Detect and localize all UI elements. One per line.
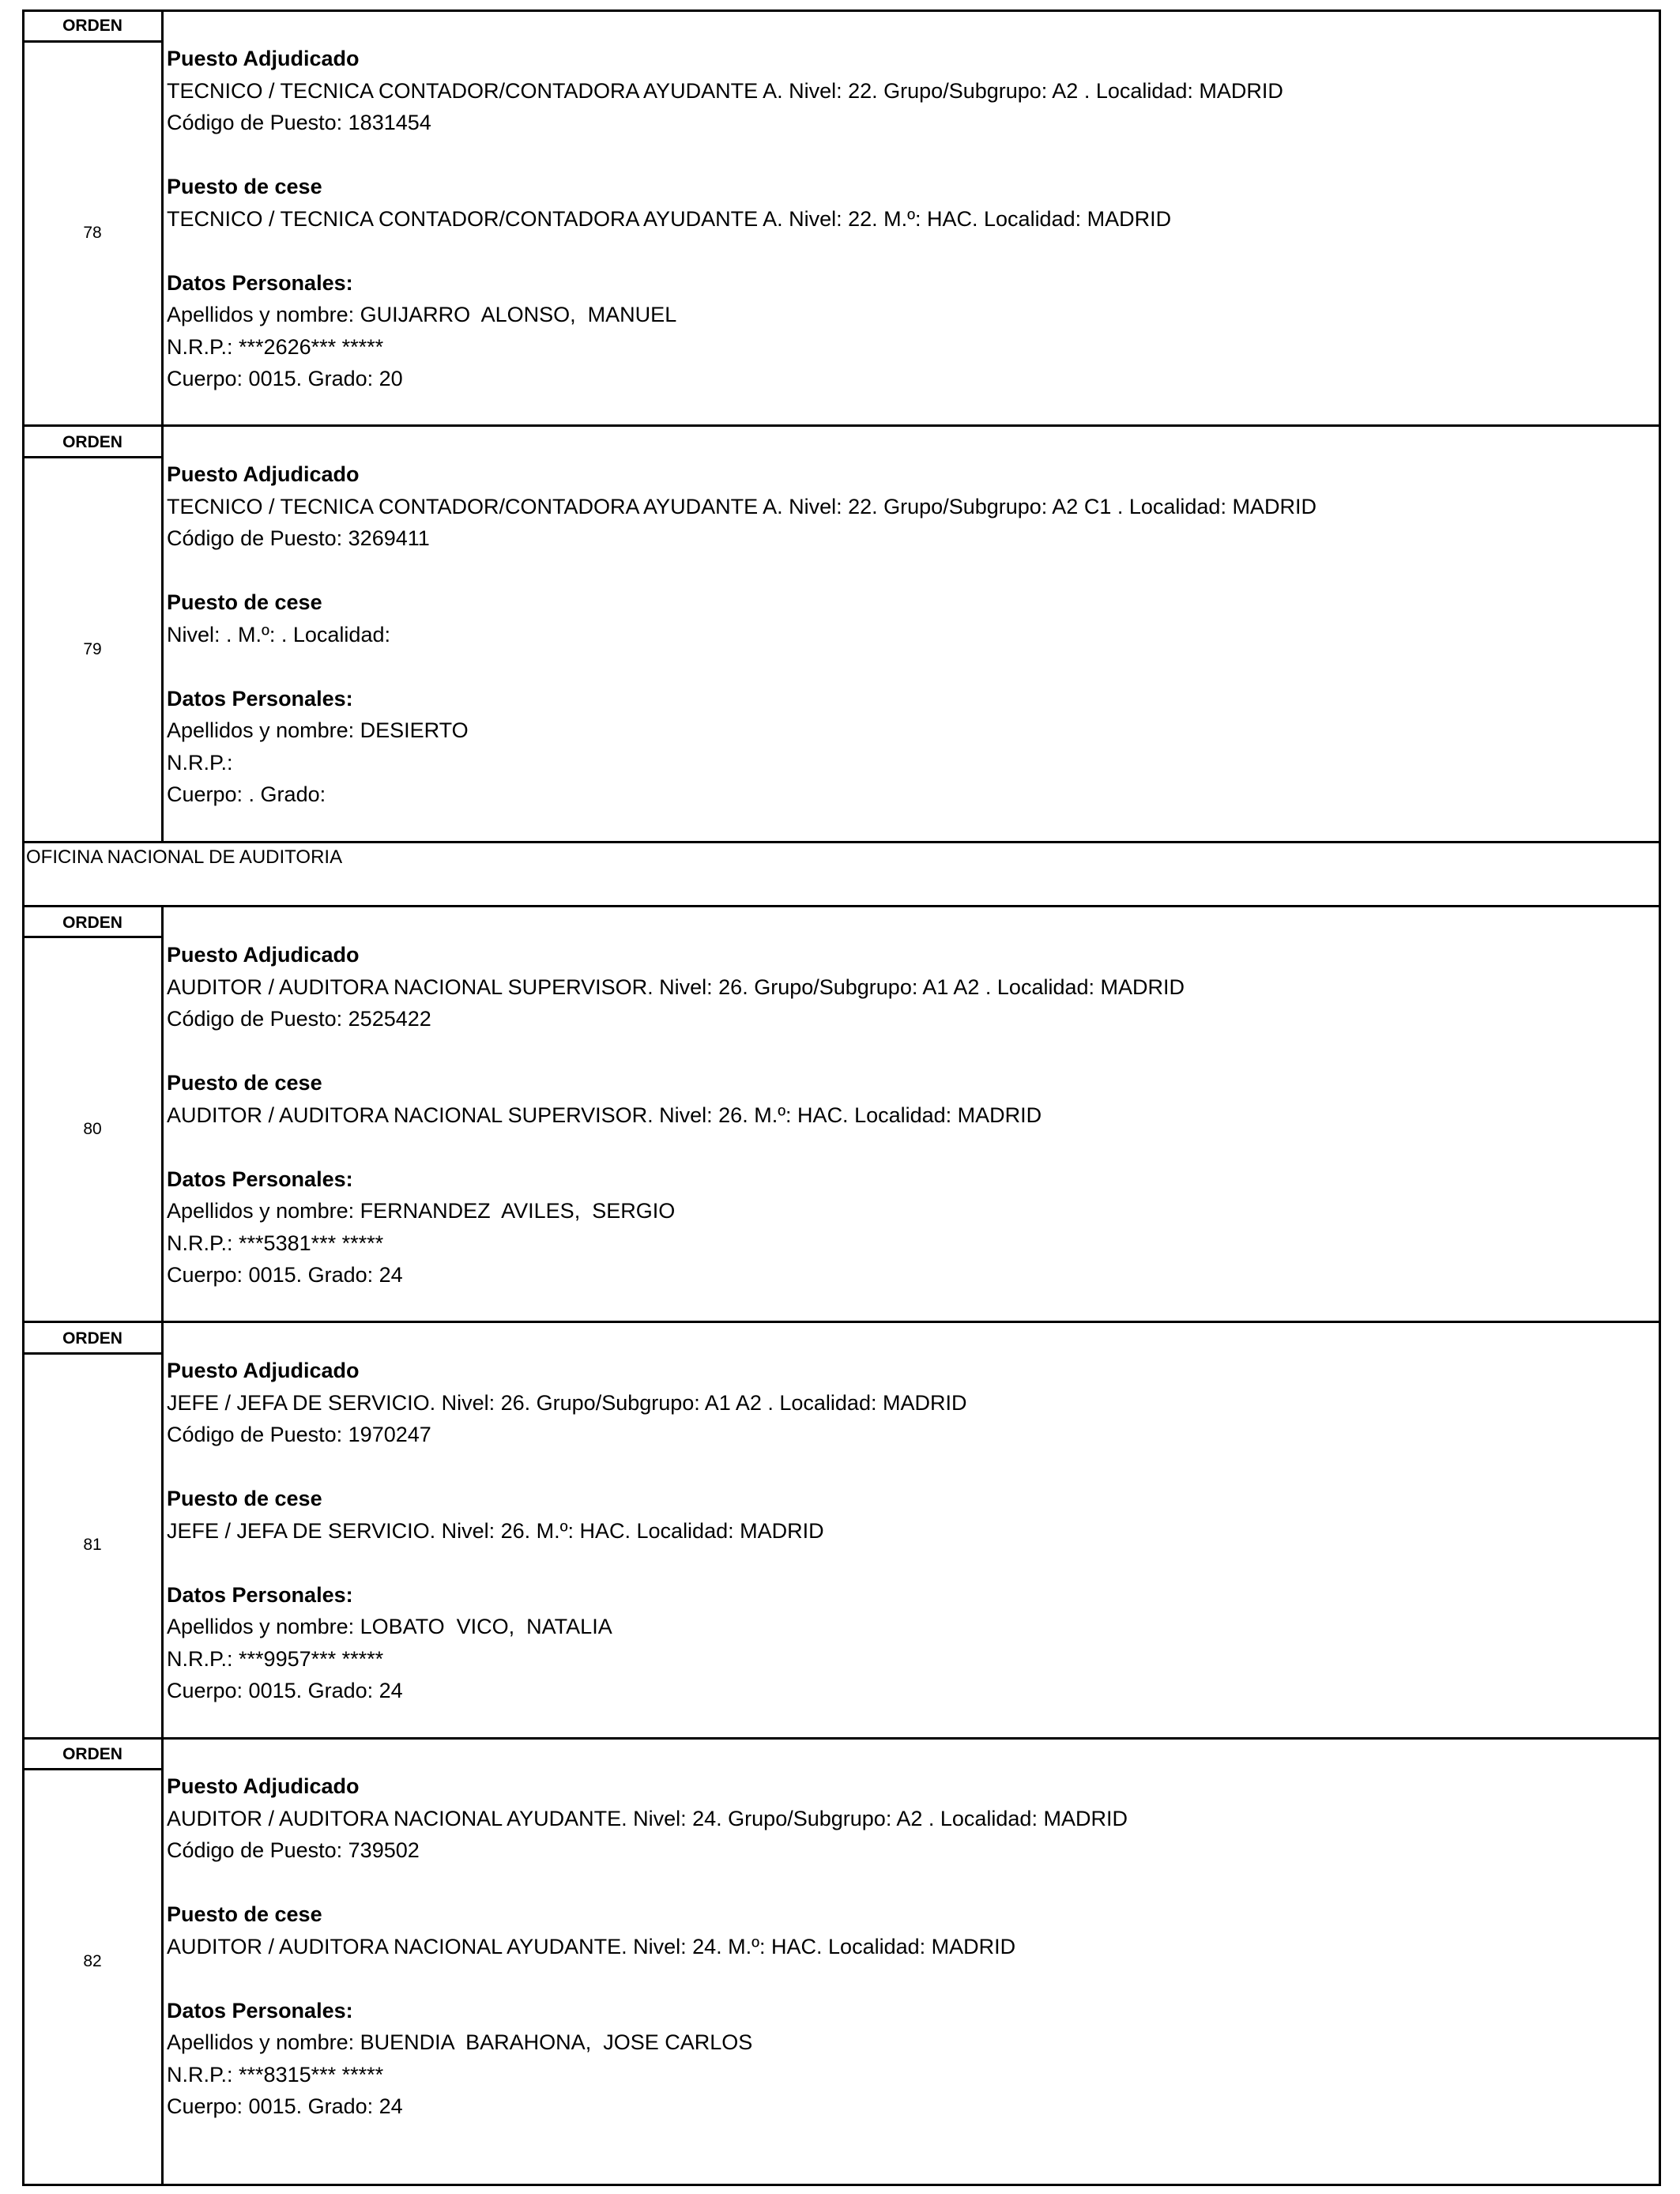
column-divider [161,9,164,426]
orden-underline [22,456,163,458]
puesto-cese-heading: Puesto de cese [167,1071,322,1095]
nrp: N.R.P.: ***8315*** ***** [167,2062,384,2087]
spacer [167,1867,1644,1899]
nrp: N.R.P.: ***2626*** ***** [167,334,384,359]
puesto-adjudicado-text: TECNICO / TECNICA CONTADOR/CONTADORA AYUDANTE A. Nivel: 22. Grupo/Subgrupo: A2 . Localidad: MADRID [167,78,1283,103]
orden-number: 82 [83,1952,102,1970]
column-divider [161,424,164,843]
orden-header: ORDEN [62,433,122,451]
orden-number: 81 [83,1536,102,1554]
apellidos-nombre: Apellidos y nombre: LOBATO VICO, NATALIA [167,1615,612,1638]
row-divider [22,841,1661,843]
orden-header: ORDEN [62,17,122,35]
orden-underline [22,936,163,938]
codigo-puesto: Código de Puesto: 739502 [167,1838,420,1862]
orden-underline [22,1352,163,1355]
spacer [167,1547,1644,1579]
cuerpo-grado: Cuerpo: 0015. Grado: 24 [167,1263,403,1287]
puesto-adjudicado-text: TECNICO / TECNICA CONTADOR/CONTADORA AYUDANTE A. Nivel: 22. Grupo/Subgrupo: A2 C1 . Localidad: MADRID [167,494,1317,518]
nrp: N.R.P.: [167,750,233,775]
codigo-puesto: Código de Puesto: 3269411 [167,526,430,550]
record-entry [167,1355,1644,1707]
puesto-cese-text: AUDITOR / AUDITORA NACIONAL SUPERVISOR. Nivel: 26. M.º: HAC. Localidad: MADRID [167,1103,1042,1127]
puesto-adjudicado-text: JEFE / JEFA DE SERVICIO. Nivel: 26. Grupo/Subgrupo: A1 A2 . Localidad: MADRID [167,1390,967,1415]
datos-personales-heading: Datos Personales: [167,1582,353,1607]
puesto-cese-text: Nivel: . M.º: . Localidad: [167,622,390,647]
datos-personales-heading: Datos Personales: [167,1167,353,1191]
cuerpo-grado: Cuerpo: 0015. Grado: 24 [167,1679,403,1702]
apellidos-nombre: Apellidos y nombre: FERNANDEZ AVILES, SERGIO [167,1199,676,1223]
spacer [167,1451,1644,1483]
spacer [167,650,1644,683]
puesto-cese-heading: Puesto de cese [167,590,322,614]
apellidos-nombre: Apellidos y nombre: BUENDIA BARAHONA, JOSE CARLOS [167,2030,753,2054]
puesto-adjudicado-heading: Puesto Adjudicado [167,1774,360,1798]
puesto-adjudicado-heading: Puesto Adjudicado [167,47,360,70]
codigo-puesto: Código de Puesto: 1831454 [167,111,431,134]
nrp: N.R.P.: ***5381*** ***** [167,1231,384,1255]
orden-number: 80 [83,1120,102,1138]
apellidos-nombre: Apellidos y nombre: DESIERTO [167,718,469,742]
cuerpo-grado: Cuerpo: 0015. Grado: 24 [167,2094,403,2118]
row-divider [22,1321,1661,1323]
row-divider [22,905,1661,907]
spacer [167,1035,1644,1068]
orden-number: 78 [83,224,102,242]
puesto-cese-text: AUDITOR / AUDITORA NACIONAL AYUDANTE. Nivel: 24. M.º: HAC. Localidad: MADRID [167,1934,1016,1958]
orden-number: 79 [83,640,102,658]
orden-header: ORDEN [62,914,122,932]
apellidos-nombre: Apellidos y nombre: GUIJARRO ALONSO, MANUEL [167,303,677,326]
orden-header: ORDEN [62,1745,122,1763]
section-title: OFICINA NACIONAL DE AUDITORIA [26,846,343,868]
puesto-adjudicado-heading: Puesto Adjudicado [167,1359,360,1382]
datos-personales-heading: Datos Personales: [167,270,353,295]
row-divider [22,1737,1661,1740]
cuerpo-grado: Cuerpo: . Grado: [167,782,326,806]
datos-personales-heading: Datos Personales: [167,686,353,711]
puesto-cese-heading: Puesto de cese [167,1487,322,1510]
record-entry [167,1770,1644,2123]
record-entry [167,43,1644,395]
codigo-puesto: Código de Puesto: 2525422 [167,1007,431,1031]
datos-personales-heading: Datos Personales: [167,1998,353,2022]
orden-underline [22,40,163,43]
puesto-adjudicado-heading: Puesto Adjudicado [167,943,360,967]
puesto-adjudicado-text: AUDITOR / AUDITORA NACIONAL AYUDANTE. Nivel: 24. Grupo/Subgrupo: A2 . Localidad: MADRID [167,1806,1128,1830]
spacer [167,139,1644,172]
orden-header: ORDEN [62,1329,122,1348]
puesto-cese-text: JEFE / JEFA DE SERVICIO. Nivel: 26. M.º: HAC. Localidad: MADRID [167,1518,824,1543]
cuerpo-grado: Cuerpo: 0015. Grado: 20 [167,367,403,390]
puesto-adjudicado-heading: Puesto Adjudicado [167,462,360,486]
puesto-cese-heading: Puesto de cese [167,1902,322,1926]
puesto-cese-text: TECNICO / TECNICA CONTADOR/CONTADORA AYUDANTE A. Nivel: 22. M.º: HAC. Localidad: MADRID [167,206,1172,231]
puesto-cese-heading: Puesto de cese [167,175,322,198]
spacer [167,555,1644,587]
orden-underline [22,1768,163,1770]
spacer [167,1131,1644,1163]
nrp: N.R.P.: ***9957*** ***** [167,1646,384,1671]
spacer [167,235,1644,267]
row-divider [22,424,1661,427]
record-entry [167,458,1644,811]
spacer [167,1962,1644,1995]
codigo-puesto: Código de Puesto: 1970247 [167,1423,431,1446]
record-entry [167,939,1644,1291]
puesto-adjudicado-text: AUDITOR / AUDITORA NACIONAL SUPERVISOR. Nivel: 26. Grupo/Subgrupo: A1 A2 . Localidad: MADRID [167,974,1185,999]
